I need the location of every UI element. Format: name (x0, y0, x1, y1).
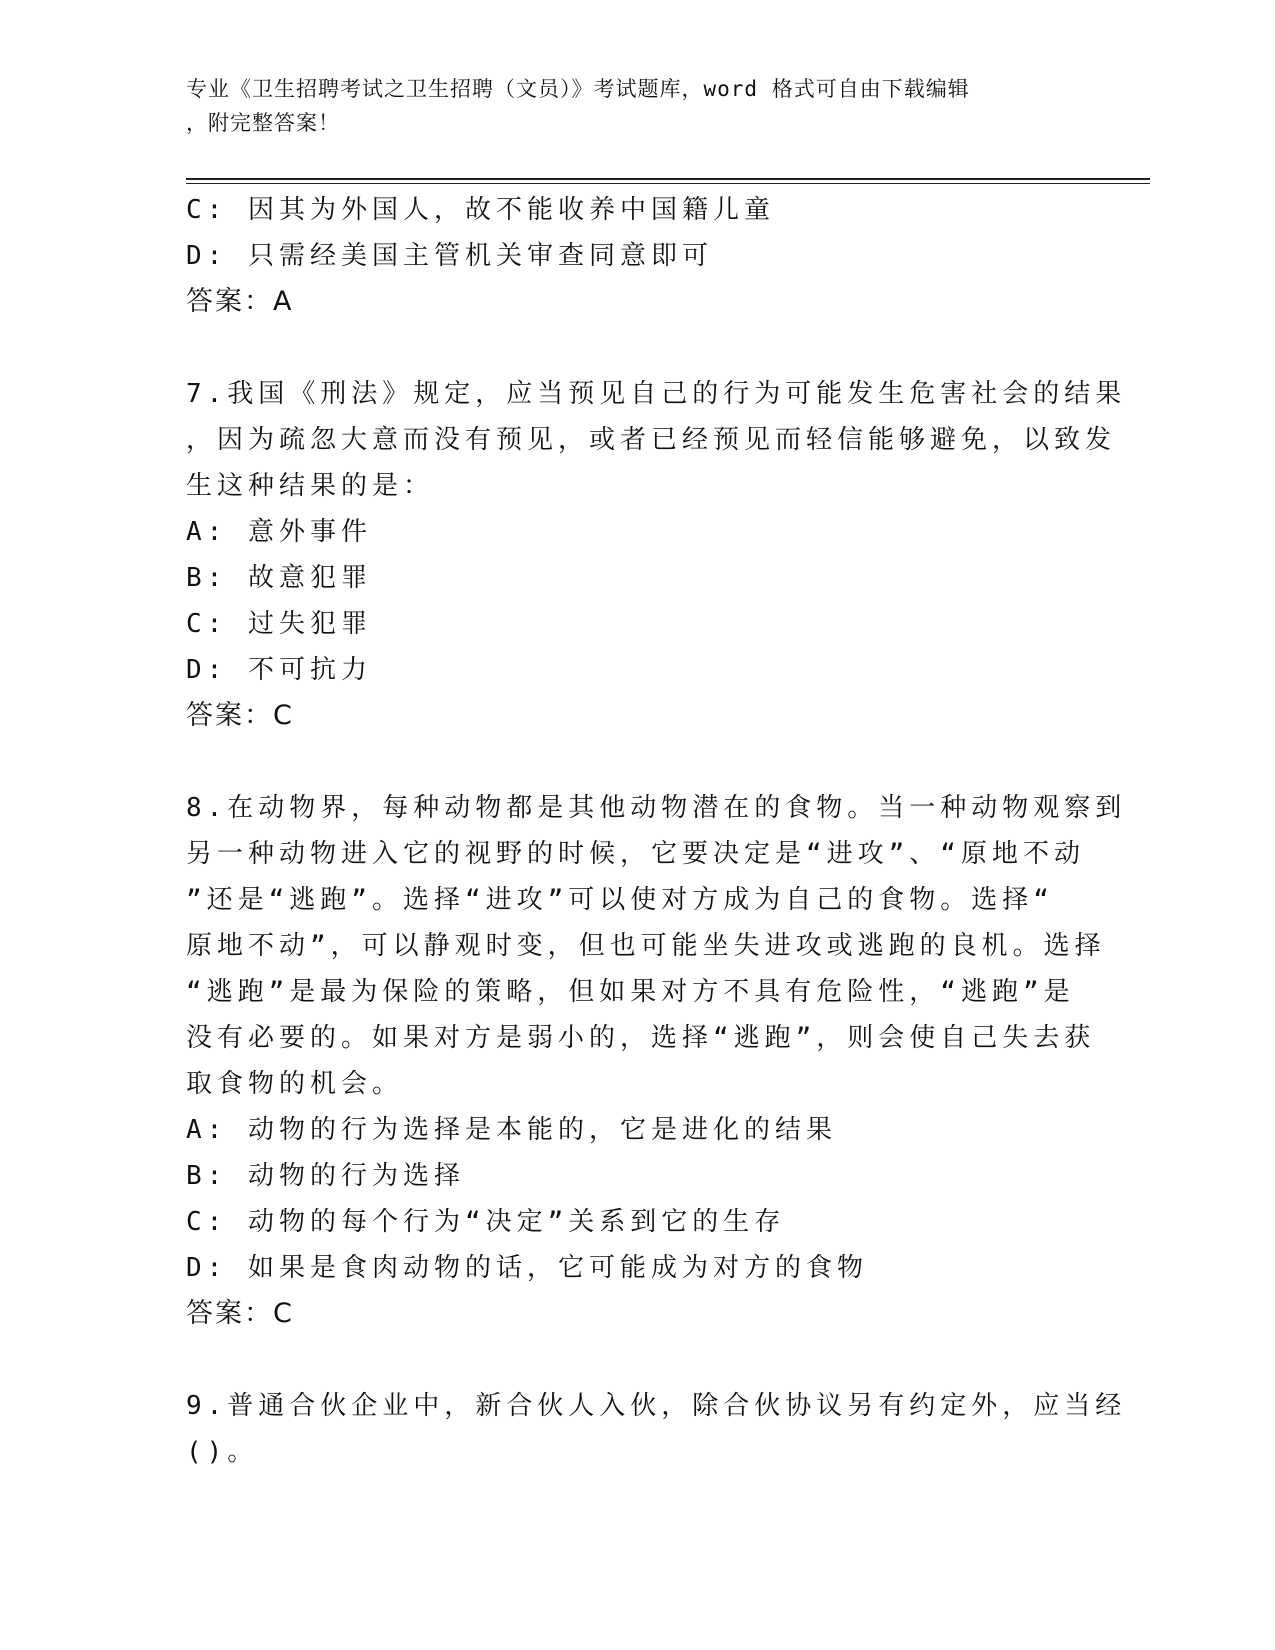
header-divider-thin (186, 183, 1150, 184)
spacer (186, 325, 1066, 371)
option-c: C: 动物的每个行为“决定”关系到它的生存 (186, 1207, 786, 1237)
answer-line: 答案：C (186, 700, 294, 731)
question-stem-line: 9.普通合伙企业中，新合伙人入伙，除合伙协议另有约定外，应当经 (186, 1391, 1127, 1421)
option-c: C: 过失犯罪 (186, 609, 372, 639)
header-divider-thick (186, 178, 1150, 180)
question-stem-line: 没有必要的。如果对方是弱小的，选择“逃跑”，则会使自己失去获 (186, 1023, 1096, 1053)
question-content (186, 187, 1127, 1475)
question-stem-line: 8.在动物界，每种动物都是其他动物潜在的食物。当一种动物观察到 (186, 793, 1127, 823)
option-d: D: 不可抗力 (186, 655, 372, 685)
option-a: A: 意外事件 (186, 517, 372, 547)
option-a: A: 动物的行为选择是本能的，它是进化的结果 (186, 1115, 837, 1145)
option-c: C: 因其为外国人，故不能收养中国籍儿童 (186, 195, 775, 225)
option-b: B: 动物的行为选择 (186, 1161, 465, 1191)
question-stem-line: 另一种动物进入它的视野的时候，它要决定是“进攻”、“原地不动 (186, 839, 1085, 869)
question-stem-line: 7.我国《刑法》规定，应当预见自己的行为可能发生危害社会的结果 (186, 379, 1127, 409)
option-d: D: 只需经美国主管机关审查同意即可 (186, 241, 713, 271)
option-d: D: 如果是食肉动物的话，它可能成为对方的食物 (186, 1253, 868, 1283)
question-9-block (186, 1383, 1127, 1475)
question-stem-line: ”还是“逃跑”。选择“进攻”可以使对方成为自己的食物。选择“ (186, 885, 1054, 915)
document-header (186, 72, 1066, 140)
question-stem-line: 原地不动”，可以静观时变，但也可能坐失进攻或逃跑的良机。选择 (186, 931, 1106, 961)
question-8-block (186, 785, 1127, 1337)
answer-line: 答案：C (186, 1298, 294, 1329)
question-stem-line: 生这种结果的是： (186, 471, 435, 501)
spacer (186, 739, 1066, 785)
question-stem-line: “逃跑”是最为保险的策略，但如果对方不具有危险性，“逃跑”是 (186, 977, 1075, 1007)
question-7-block (186, 371, 1127, 739)
option-b: B: 故意犯罪 (186, 563, 372, 593)
question-stem-line: 取食物的机会。 (186, 1069, 404, 1099)
header-line-2: ，附完整答案！ (186, 111, 340, 135)
question-stem-line: ，因为疏忽大意而没有预见，或者已经预见而轻信能够避免，以致发 (186, 425, 1117, 455)
question-stem-line: ()。 (186, 1437, 259, 1467)
header-line-1: 专业《卫生招聘考试之卫生招聘（文员）》考试题库，word 格式可自由下载编辑 (186, 77, 970, 101)
spacer (186, 1337, 1066, 1383)
previous-question-block (186, 187, 1066, 325)
answer-line: 答案：A (186, 286, 294, 317)
